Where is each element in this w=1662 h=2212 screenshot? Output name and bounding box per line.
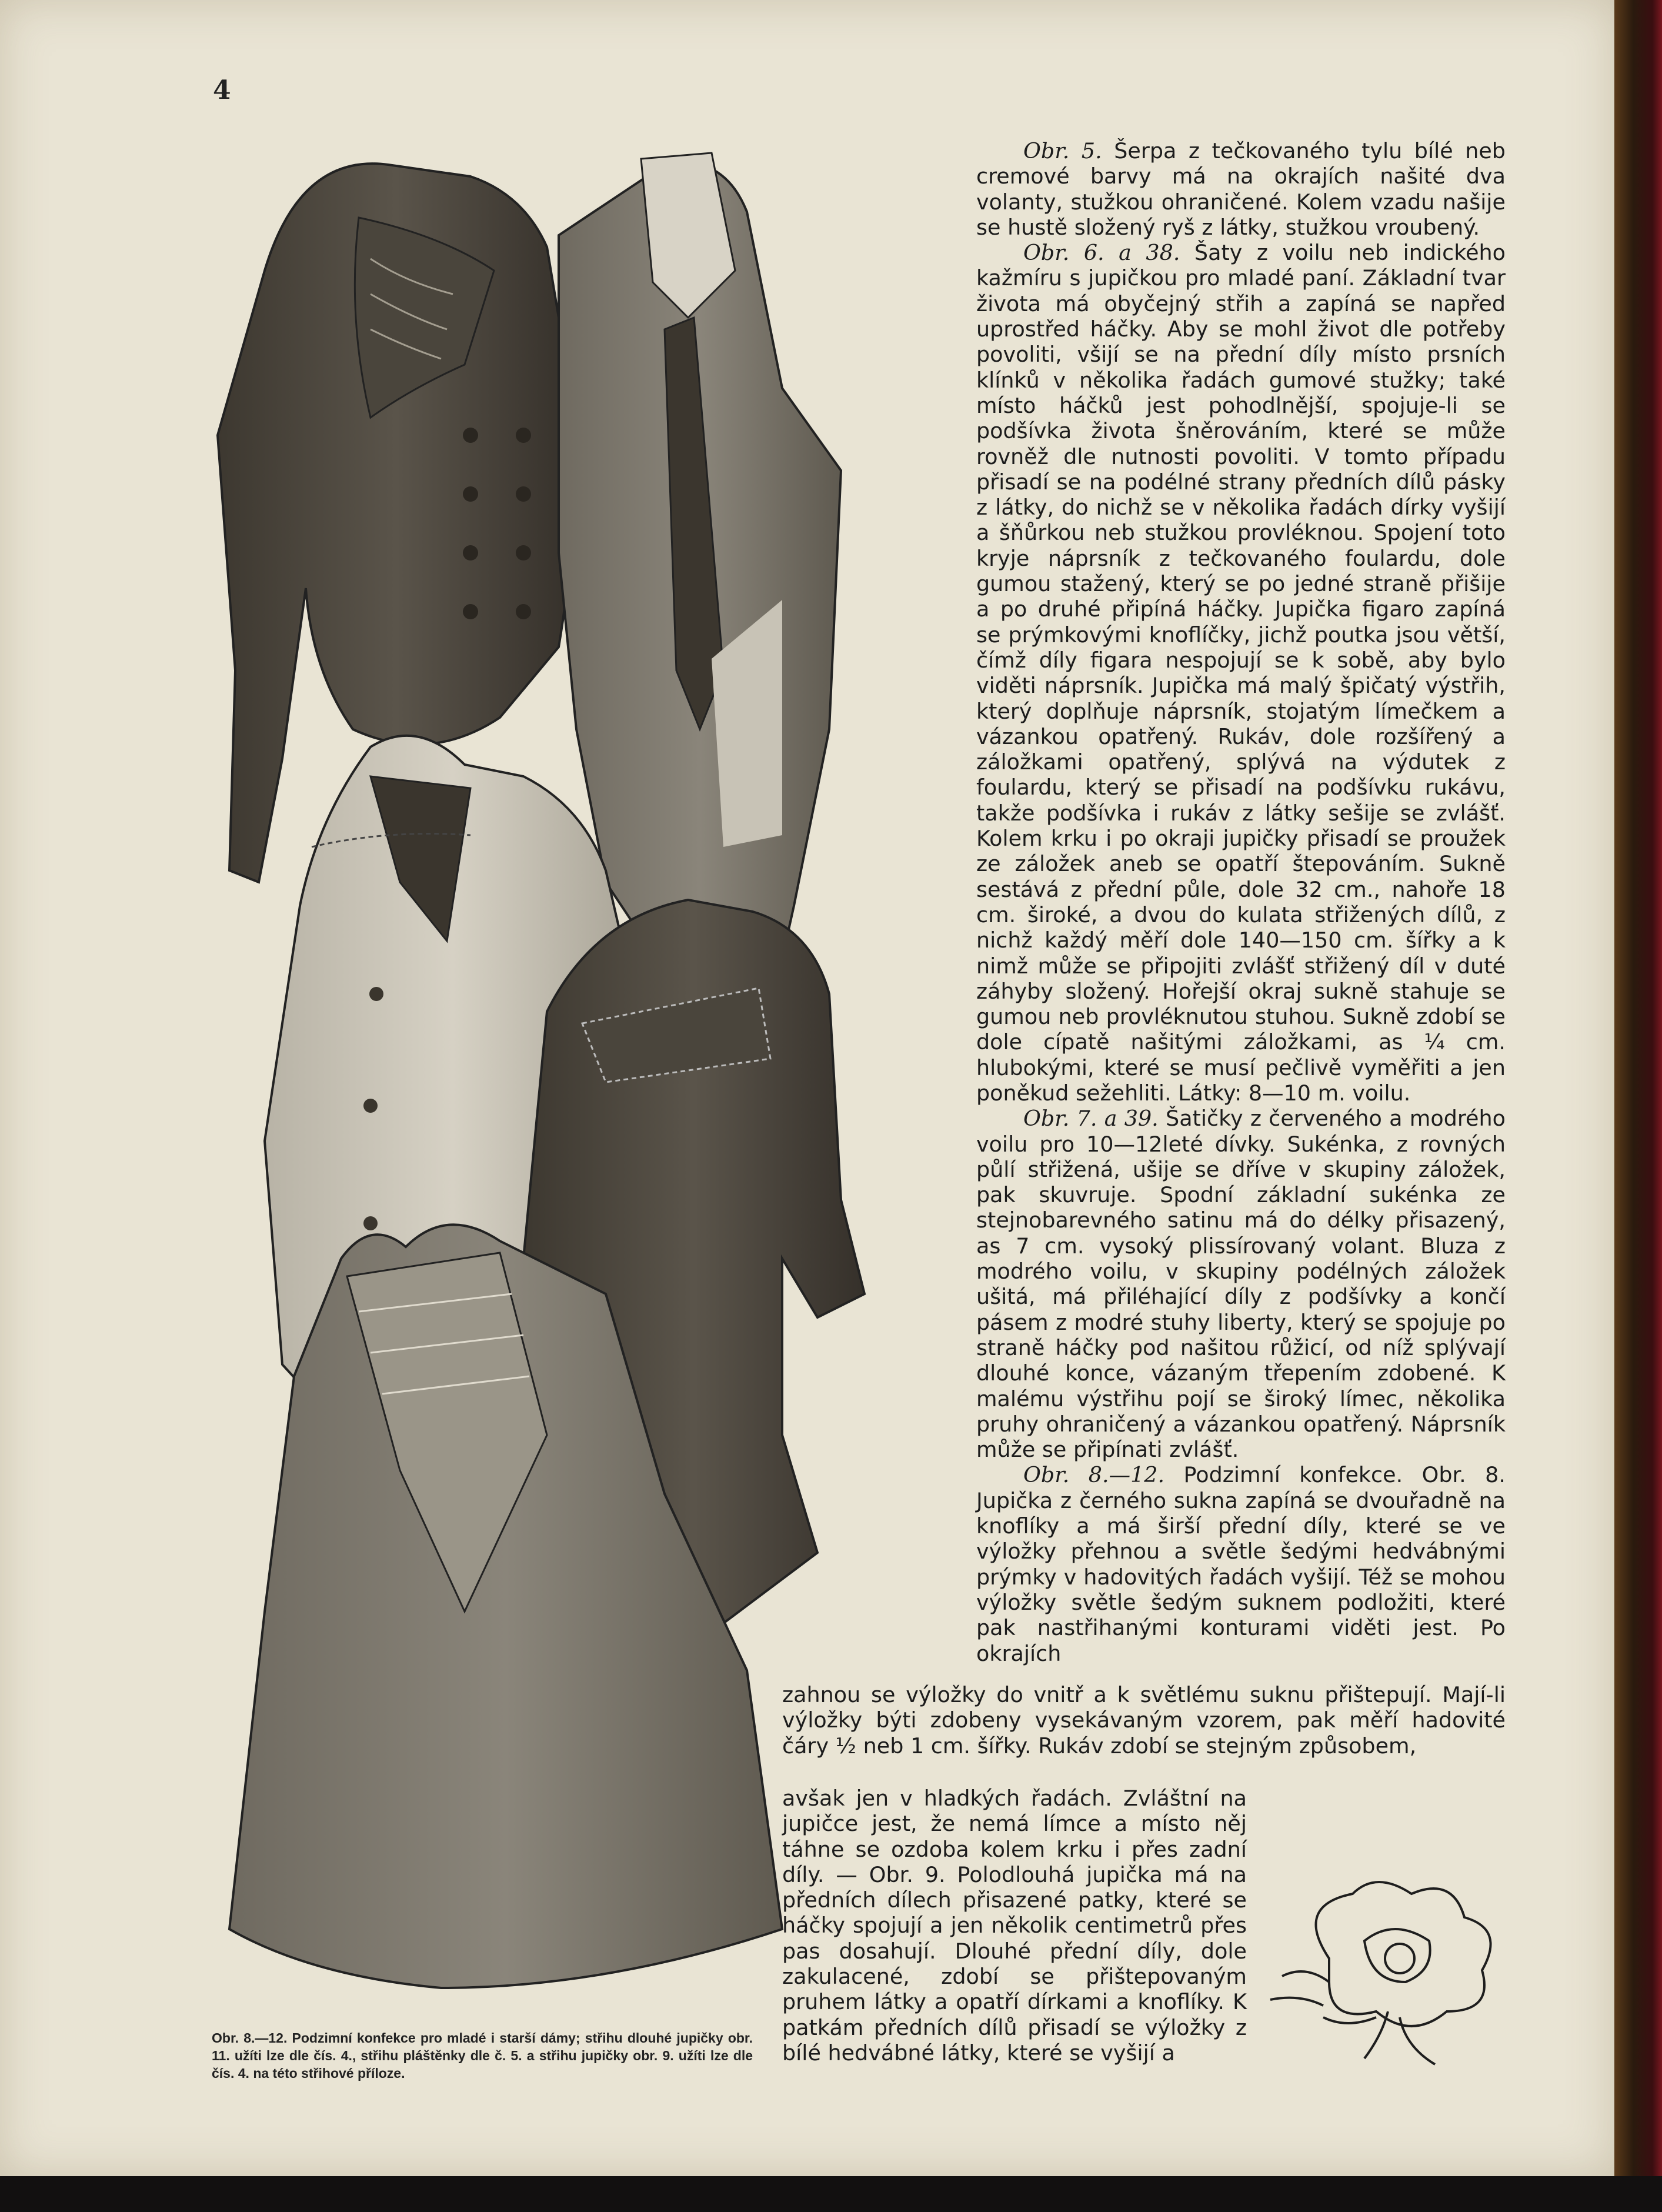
text-column-bottom <box>782 1786 1247 2066</box>
text-full-width <box>782 1682 1506 1759</box>
figure-ref-5: Obr. 5. <box>1023 138 1102 164</box>
flower-ornament-icon <box>1259 1870 1529 2070</box>
long-coat-light-collar <box>559 153 841 959</box>
paragraph-obr-6: Obr. 6. a 38. Šaty z voilu neb indického kažmíru s jupičkou pro mladé paní. Základní tvar života má obyčejný střih a zapíná se napřed uprostřed háčky. Aby se mohl život dle potřeby povoliti, všijí se na přední díly místo prsních klínků v několika řadách gumové stužky; také místo háčků jest pohodlnější, spojuje-li se podšívka života šněrováním, které se může rovněž dle nutnosti povoliti. V tomto případu přisadí se na podélné strany předních dílů pásky z látky, do nichž se v několika řadách dírky vyšijí a šňůrkou neb stužkou provléknou. Spojení toto kryje náprsník z tečkovaného foulardu, dole gumou stažený, který se po jedné straně přišije a po druhé připíná háčky. Jupička figaro zapíná se prýmkovými knoflíčky, jichž poutka jsou větší, čímž díly figara nespojují se k sobě, aby bylo viděti náprsník. Jupička má malý špičatý výstřih, který doplňuje náprsník, stojatým límečkem a vázankou opatřený. Rukáv, dole rozšířený a záložkami opatřený, splývá na výdutek z foulardu, který se přisadí na podšívku rukávu, takže podšívka i rukáv z látky sešije se zvlášť. Kolem krku i po okraji jupičky přisadí se proužek ze záložek aneb se opatří štepováním. Sukně sestává z přední půle, dole 32 cm., nahoře 18 cm. široké, a dvou do kulata střižených dílů, z nichž každý měří dole 140—150 cm. šířky a k nimž může se připojiti zvlášť střižený díl v duté záhyby složený. Hořejší okraj sukně stahuje se gumou neb provléknutou stuhou. Sukně zdobí se dole cípatě našitými záložkami, as ¼ cm. hlubokými, které se musí pečlivě vyměřiti a jen poněkud sežehliti. Látky: 8—10 m. voilu. <box>976 240 1506 1106</box>
paragraph-obr-8-cont: zahnou se výložky do vnitř a k světlému suknu přištepují. Mají-li výložky býti zdobeny vysekávaným vzorem, pak měří hadovité čáry ½ neb 1 cm. šířky. Rukáv zdobí se stejným způsobem, <box>782 1682 1506 1759</box>
figure-ref-8: Obr. 8.—12. <box>1023 1462 1165 1488</box>
illustration-caption: Obr. 8.—12. Podzimní konfekce pro mladé i starší dámy; střihu dlouhé jupičky obr. 11. užíti lze dle čís. 4., střihu pláštěnky dle č. 5. a střihu jupičky obr. 9. užíti lze dle čís. 4. na této střihové příloze. <box>212 2030 753 2081</box>
text-column-right <box>976 138 1506 1666</box>
paragraph-obr-8-end: avšak jen v hladkých řadách. Zvláštní na jupičce jest, že nemá límce a místo něj táhne se ozdoba kolem krku i přes zadní díly. — Obr. 9. Polodlouhá jupička má na předních dílech přisazené patky, které se háčky spojují a jen několik centimetrů přes pas dosahují. Dlouhé přední díly, dole zakulacené, zdobí se přištepovaným pruhem látky a opatří dírkami a knoflíky. K patkám předních dílů přisadí se výložky z bílé hedvábné látky, které se vyšijí a <box>782 1786 1247 2066</box>
paragraph-obr-7: Obr. 7. a 39. Šatičky z červeného a modrého voilu pro 10—12leté dívky. Sukénka, z rovných půlí střižená, ušije se dříve v skupiny záložek, pak skuvruje. Spodní základní sukénka ze stejnobarevného satinu má do délky přisazený, as 7 cm. vysoký plissírovaný volant. Bluza z modrého voilu, v skupiny podélných záložek ušitá, má přiléhající díly z podšívky a končí pásem z modré stuhy liberty, který se spojuje po straně háčky pod našitou růžicí, od níž splývají dlouhé konce, vázaným třepením zdobené. K malému výstřihu pojí se široký límec, několika pruhy ohraničený a vázankou opatřený. Náprsník může se připínati zvlášť. <box>976 1106 1506 1463</box>
page-edge <box>1614 0 1662 2212</box>
paragraph-obr-8: Obr. 8.—12. Podzimní konfekce. Obr. 8. Jupička z černého sukna zapíná se dvouřadně na knoflíky a má širší přední díly, které se ve výložky přehnou a světle šedými hedvábnými prýmky v hadovitých řadách vyšijí. Též se mohou výložky světle šedým suknem podložiti, které pak nastřihanými konturami viděti jest. Po okrajích <box>976 1462 1506 1666</box>
figure-ref-6: Obr. 6. a 38. <box>1023 240 1180 266</box>
figure-ref-7: Obr. 7. a 39. <box>1023 1106 1159 1132</box>
page-number: 4 <box>213 75 231 105</box>
paragraph-obr-5: Obr. 5. Šerpa z tečkovaného tylu bílé neb cremové barvy má na okrajích našité dva volanty, stužkou ohraničené. Kolem vzadu našije se hustě složený ryš z látky, stužkou vroubený. <box>976 138 1506 240</box>
scan-border <box>0 2176 1662 2212</box>
